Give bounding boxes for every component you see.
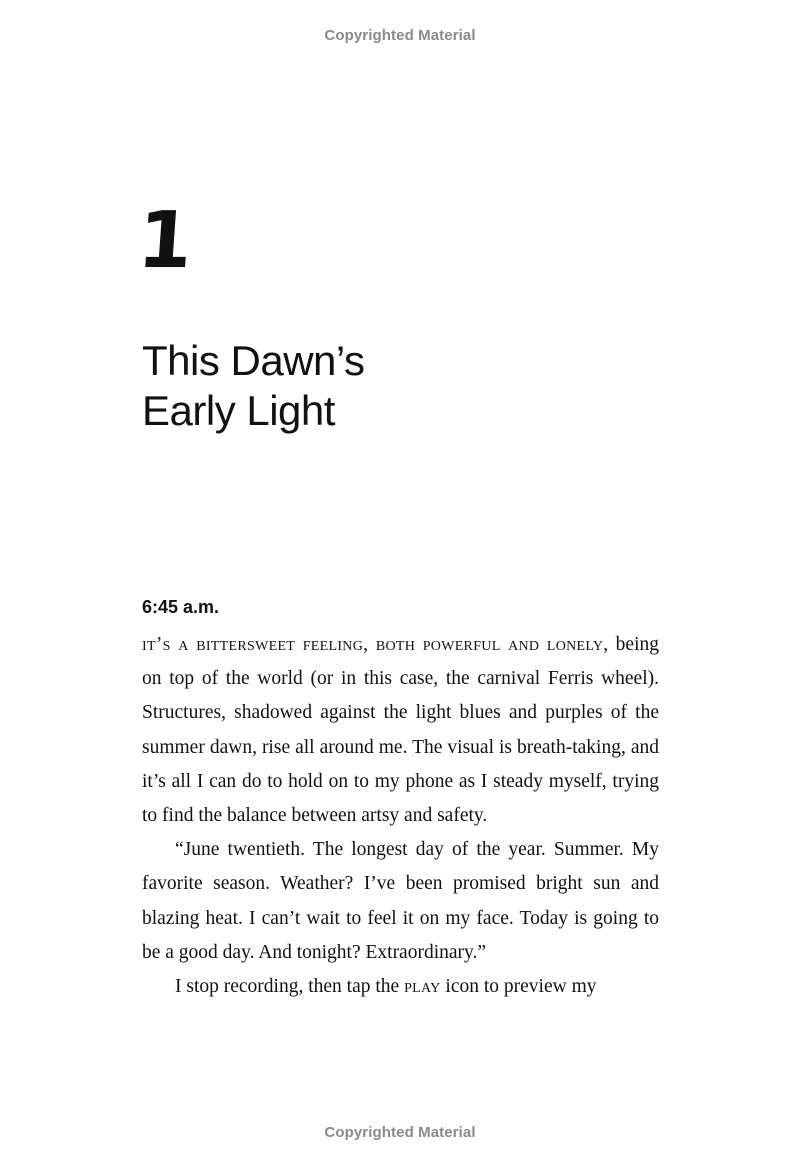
section-time-heading: 6:45 a.m. — [142, 597, 220, 617]
chapter-title-line-2: Early Light — [142, 387, 335, 434]
copyright-watermark-bottom: Copyrighted Material — [324, 1124, 476, 1141]
paragraph-3-text-after: icon to preview my — [440, 976, 597, 998]
paragraph-1 — [142, 628, 659, 833]
paragraph-2: “June twentieth. The longest day of the year. Summer. My favorite season. Weather? I’ve been promised bright sun and blazing heat. I can’t wait to feel it on my face. Today is going to be a good day. And tonight? Extraordinary.” — [142, 839, 659, 963]
paragraph-1-lead-in: it’s a bittersweet feeling, both powerful and lonely, — [142, 634, 609, 655]
paragraph-1-text: being on top of the world (or in this case, the carnival Ferris wheel). Structures, shadowed against the light blues and purples of the summer dawn, rise all around me. The visual is breath-taking, and it’s all I can do to hold on to my phone as I steady myself, trying to find the balance between artsy and safety. — [142, 634, 660, 827]
body-text — [142, 628, 659, 1004]
paragraph-3-text-before: I stop recording, then tap the — [175, 976, 405, 998]
chapter-number: 1 — [134, 196, 196, 286]
chapter-title — [142, 336, 364, 436]
chapter-title-line-1: This Dawn’s — [142, 337, 365, 384]
copyright-watermark-top: Copyrighted Material — [324, 27, 476, 44]
play-word: play — [404, 976, 441, 998]
paragraph-3 — [142, 970, 659, 1004]
